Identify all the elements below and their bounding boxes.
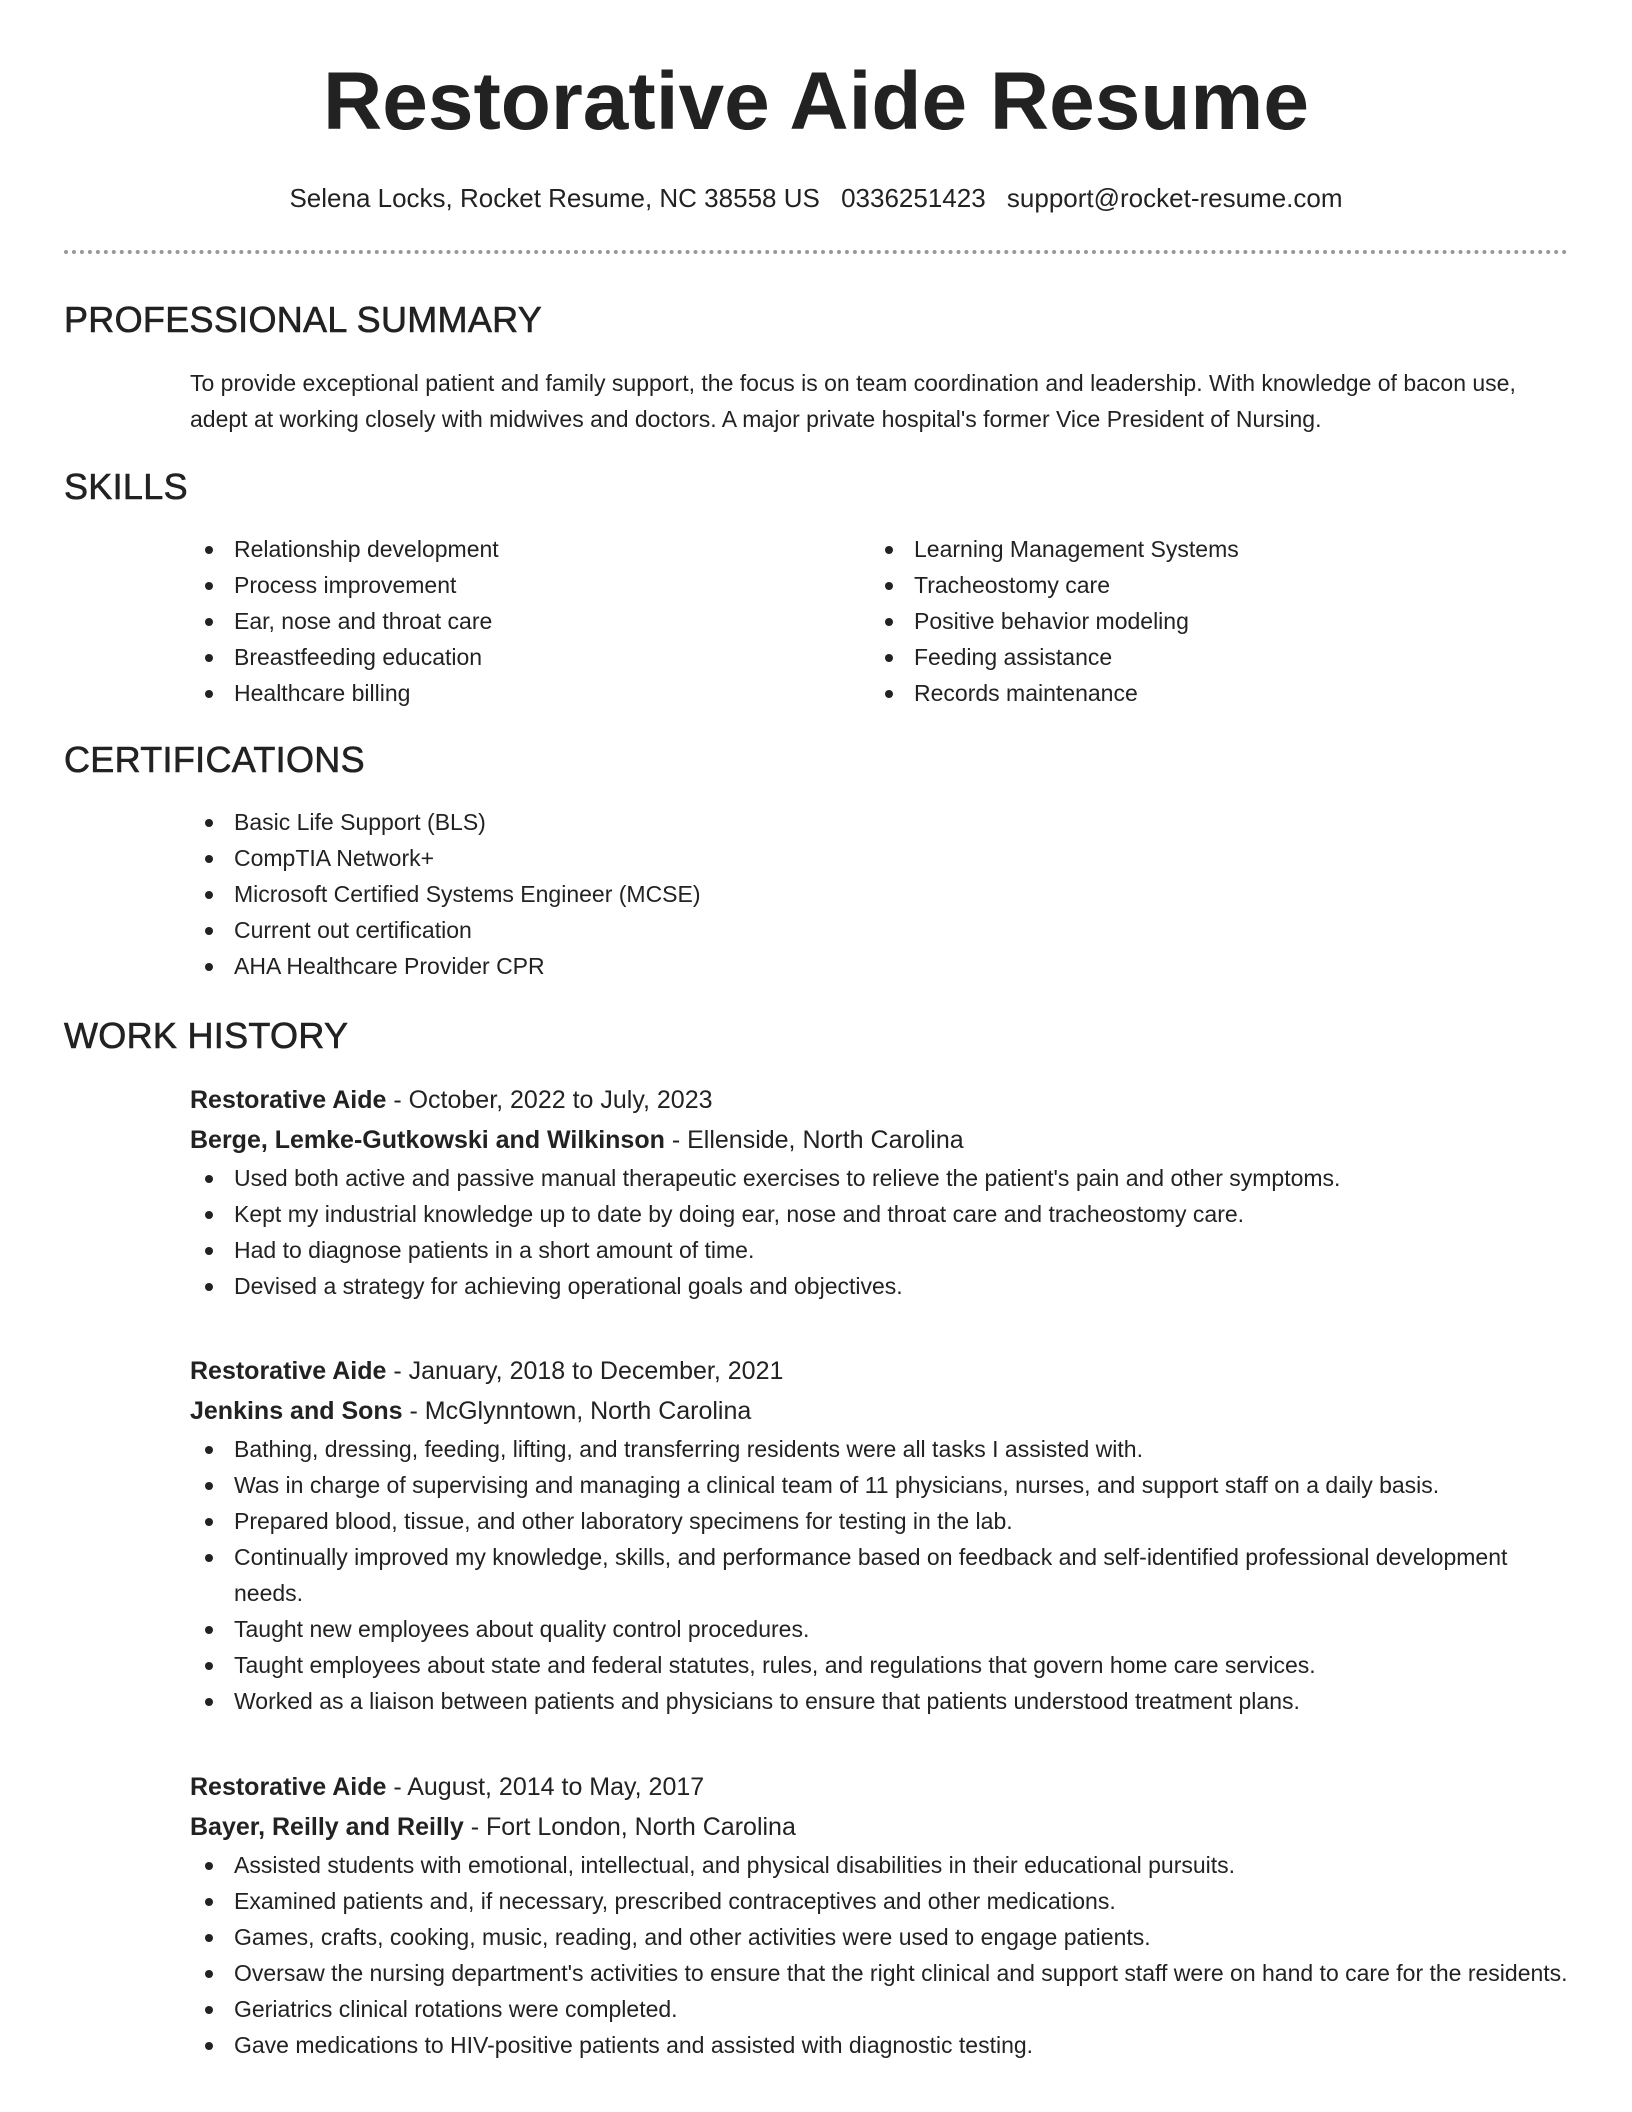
job-bullet: Oversaw the nursing department's activities to ensure that the right clinical and support staff were on hand to care for the residents. xyxy=(190,1955,1580,1991)
job-bullet: Continually improved my knowledge, skills, and performance based on feedback and self-identified professional development needs. xyxy=(190,1539,1580,1611)
job-bullet: Used both active and passive manual therapeutic exercises to relieve the patient's pain and other symptoms. xyxy=(190,1160,1580,1196)
bullet-dot xyxy=(205,1175,213,1183)
skill-item: Process improvement xyxy=(190,567,850,603)
resume-title: Restorative Aide Resume xyxy=(323,56,1309,147)
header-divider xyxy=(64,250,1568,254)
bullet-dot xyxy=(205,1211,213,1219)
job-company-line xyxy=(190,1807,1580,1847)
job-entry xyxy=(190,1351,1580,1719)
job-company: Bayer, Reilly and Reilly xyxy=(190,1813,464,1841)
bullet-dot xyxy=(885,654,893,662)
certifications-list xyxy=(190,804,1490,984)
bullet-dot xyxy=(205,891,213,899)
job-bullet: Assisted students with emotional, intellectual, and physical disabilities in their educational pursuits. xyxy=(190,1847,1580,1883)
job-bullet: Was in charge of supervising and managing a clinical team of 11 physicians, nurses, and support staff on a daily basis. xyxy=(190,1467,1580,1503)
skill-item: Relationship development xyxy=(190,531,850,567)
job-bullet: Prepared blood, tissue, and other laboratory specimens for testing in the lab. xyxy=(190,1503,1580,1539)
job-company: Jenkins and Sons xyxy=(190,1397,403,1425)
bullet-dot xyxy=(205,1283,213,1291)
bullet-dot xyxy=(205,1247,213,1255)
skill-item: Positive behavior modeling xyxy=(870,603,1570,639)
job-company-line xyxy=(190,1120,1580,1160)
job-bullet: Had to diagnose patients in a short amount of time. xyxy=(190,1232,1580,1268)
job-title: Restorative Aide xyxy=(190,1773,387,1801)
certifications-heading: CERTIFICATIONS xyxy=(64,739,365,780)
bullet-dot xyxy=(205,1626,213,1634)
bullet-dot xyxy=(205,618,213,626)
job-bullet: Worked as a liaison between patients and physicians to ensure that patients understood treatment plans. xyxy=(190,1683,1580,1719)
bullet-dot xyxy=(205,582,213,590)
job-entry xyxy=(190,1767,1580,2063)
bullet-dot xyxy=(205,1662,213,1670)
bullet-dot xyxy=(885,690,893,698)
job-bullet-list xyxy=(190,1847,1580,2063)
job-bullet: Bathing, dressing, feeding, lifting, and transferring residents were all tasks I assisted with. xyxy=(190,1431,1580,1467)
skill-item: Feeding assistance xyxy=(870,639,1570,675)
bullet-dot xyxy=(885,546,893,554)
summary-heading: PROFESSIONAL SUMMARY xyxy=(64,299,543,340)
job-company-line xyxy=(190,1391,1580,1431)
job-dates: - October, 2022 to July, 2023 xyxy=(386,1086,713,1114)
bullet-dot xyxy=(205,1446,213,1454)
bullet-dot xyxy=(205,1554,213,1562)
job-location: - McGlynntown, North Carolina xyxy=(402,1397,752,1425)
job-bullet: Examined patients and, if necessary, prescribed contraceptives and other medications. xyxy=(190,1883,1580,1919)
contact-phone: 0336251423 xyxy=(841,183,986,213)
job-bullet: Geriatrics clinical rotations were completed. xyxy=(190,1991,1580,2027)
bullet-dot xyxy=(205,1518,213,1526)
skills-list-left xyxy=(190,531,850,711)
job-bullet: Devised a strategy for achieving operational goals and objectives. xyxy=(190,1268,1580,1304)
skill-item: Learning Management Systems xyxy=(870,531,1570,567)
job-title: Restorative Aide xyxy=(190,1357,387,1385)
job-location: - Fort London, North Carolina xyxy=(463,1813,796,1841)
bullet-dot xyxy=(205,1934,213,1942)
skill-item: Ear, nose and throat care xyxy=(190,603,850,639)
skills-heading: SKILLS xyxy=(64,466,188,507)
job-bullet-list xyxy=(190,1431,1580,1719)
skill-item: Breastfeeding education xyxy=(190,639,850,675)
contact-email: support@rocket-resume.com xyxy=(1006,183,1343,213)
contact-address: Selena Locks, Rocket Resume, NC 38558 US xyxy=(289,183,820,213)
certification-item: AHA Healthcare Provider CPR xyxy=(190,948,1490,984)
job-bullet: Games, crafts, cooking, music, reading, and other activities were used to engage patients. xyxy=(190,1919,1580,1955)
job-dates: - January, 2018 to December, 2021 xyxy=(386,1357,784,1385)
bullet-dot xyxy=(205,2042,213,2050)
contact-line xyxy=(0,180,1632,216)
bullet-dot xyxy=(205,963,213,971)
job-bullet: Taught new employees about quality control procedures. xyxy=(190,1611,1580,1647)
bullet-dot xyxy=(205,1970,213,1978)
job-title-line xyxy=(190,1351,1580,1391)
bullet-dot xyxy=(205,1482,213,1490)
bullet-dot xyxy=(205,2006,213,2014)
job-location: - Ellenside, North Carolina xyxy=(664,1126,964,1154)
skill-item: Records maintenance xyxy=(870,675,1570,711)
bullet-dot xyxy=(885,582,893,590)
summary-text: To provide exceptional patient and family support, the focus is on team coordination and leadership. With knowledge of bacon use, adept at working closely with midwives and doctors. A major private hospital's former Vice President of Nursing. xyxy=(190,370,1516,432)
bullet-dot xyxy=(205,690,213,698)
skill-item: Tracheostomy care xyxy=(870,567,1570,603)
job-bullet: Gave medications to HIV-positive patients and assisted with diagnostic testing. xyxy=(190,2027,1580,2063)
certification-item: Current out certification xyxy=(190,912,1490,948)
certification-item: Basic Life Support (BLS) xyxy=(190,804,1490,840)
job-bullet: Kept my industrial knowledge up to date by doing ear, nose and throat care and tracheostomy care. xyxy=(190,1196,1580,1232)
work-history-heading: WORK HISTORY xyxy=(64,1015,349,1056)
job-title-line xyxy=(190,1767,1580,1807)
job-dates: - August, 2014 to May, 2017 xyxy=(386,1773,705,1801)
job-title-line xyxy=(190,1080,1580,1120)
bullet-dot xyxy=(205,546,213,554)
bullet-dot xyxy=(205,654,213,662)
job-title: Restorative Aide xyxy=(190,1086,387,1114)
bullet-dot xyxy=(205,1898,213,1906)
job-bullet: Taught employees about state and federal statutes, rules, and regulations that govern home care services. xyxy=(190,1647,1580,1683)
job-company: Berge, Lemke-Gutkowski and Wilkinson xyxy=(190,1126,665,1154)
bullet-dot xyxy=(205,927,213,935)
bullet-dot xyxy=(205,855,213,863)
job-bullet-list xyxy=(190,1160,1580,1304)
skills-list-right xyxy=(870,531,1570,711)
job-entry xyxy=(190,1080,1580,1304)
certification-item: Microsoft Certified Systems Engineer (MCSE) xyxy=(190,876,1490,912)
bullet-dot xyxy=(205,1698,213,1706)
bullet-dot xyxy=(205,819,213,827)
certification-item: CompTIA Network+ xyxy=(190,840,1490,876)
bullet-dot xyxy=(885,618,893,626)
skill-item: Healthcare billing xyxy=(190,675,850,711)
bullet-dot xyxy=(205,1862,213,1870)
